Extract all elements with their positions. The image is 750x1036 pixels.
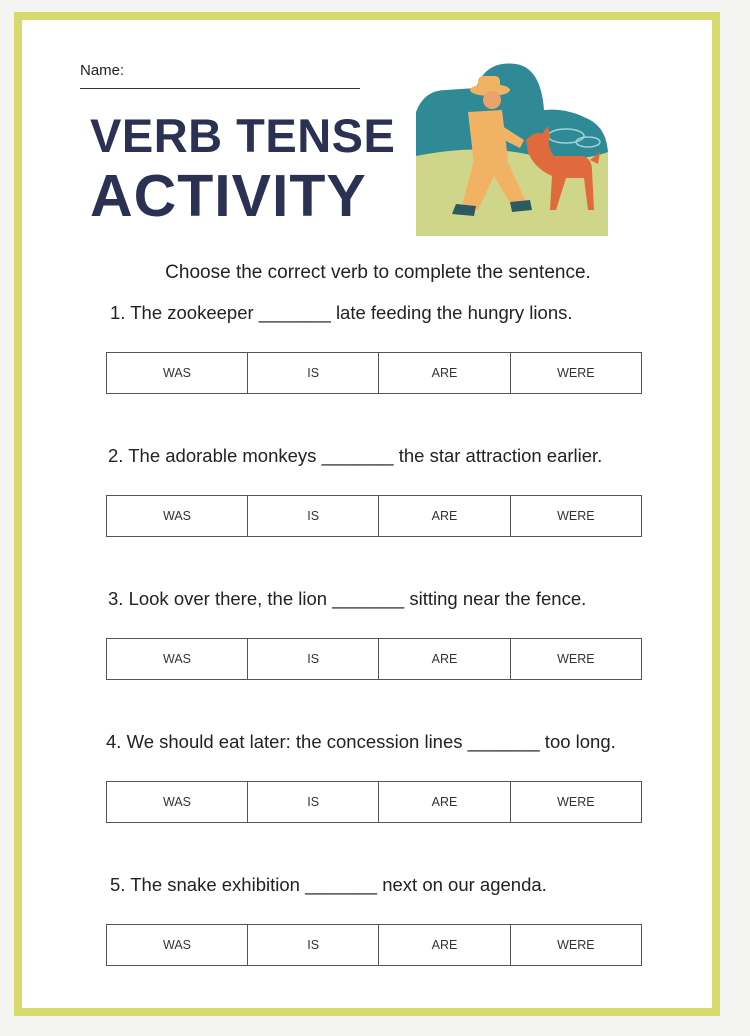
name-label: Name: [80, 62, 125, 79]
question-2: 2. The adorable monkeys _______ the star attraction earlier. [108, 445, 603, 466]
option-was[interactable]: WAS [107, 925, 248, 965]
options-row-5 [106, 924, 642, 966]
option-were[interactable]: WERE [557, 938, 595, 952]
option-was[interactable]: WAS [107, 496, 248, 536]
option-are[interactable]: ARE [379, 496, 510, 536]
options-row-2 [106, 495, 642, 537]
option-were[interactable]: WERE [557, 366, 595, 380]
option-were[interactable]: WERE [557, 652, 595, 666]
option-is[interactable]: IS [248, 353, 379, 393]
instruction-text: Choose the correct verb to complete the sentence. [165, 262, 591, 283]
page-title [90, 109, 396, 229]
zookeeper-illustration-icon [416, 60, 610, 236]
worksheet-page [14, 12, 720, 1016]
title-line-2: ACTIVITY [90, 163, 367, 229]
option-are[interactable]: ARE [379, 925, 510, 965]
option-was[interactable]: WAS [107, 782, 248, 822]
option-are[interactable]: ARE [379, 782, 510, 822]
option-were[interactable]: WERE [557, 509, 595, 523]
question-1: 1. The zookeeper _______ late feeding the hungry lions. [110, 302, 573, 323]
question-3: 3. Look over there, the lion _______ sitting near the fence. [108, 588, 587, 609]
question-4: 4. We should eat later: the concession lines _______ too long. [106, 731, 616, 752]
option-is[interactable]: IS [248, 925, 379, 965]
options-row-1 [106, 352, 642, 394]
question-5: 5. The snake exhibition _______ next on our agenda. [110, 874, 547, 895]
option-is[interactable]: IS [248, 639, 379, 679]
option-was[interactable]: WAS [107, 639, 248, 679]
title-line-1: VERB TENSE [90, 109, 396, 162]
option-is[interactable]: IS [248, 782, 379, 822]
options-row-4 [106, 781, 642, 823]
name-field[interactable] [80, 62, 360, 89]
options-row-3 [106, 638, 642, 680]
option-were[interactable]: WERE [557, 795, 595, 809]
option-are[interactable]: ARE [379, 353, 510, 393]
option-is[interactable]: IS [248, 496, 379, 536]
option-was[interactable]: WAS [107, 353, 248, 393]
option-are[interactable]: ARE [379, 639, 510, 679]
